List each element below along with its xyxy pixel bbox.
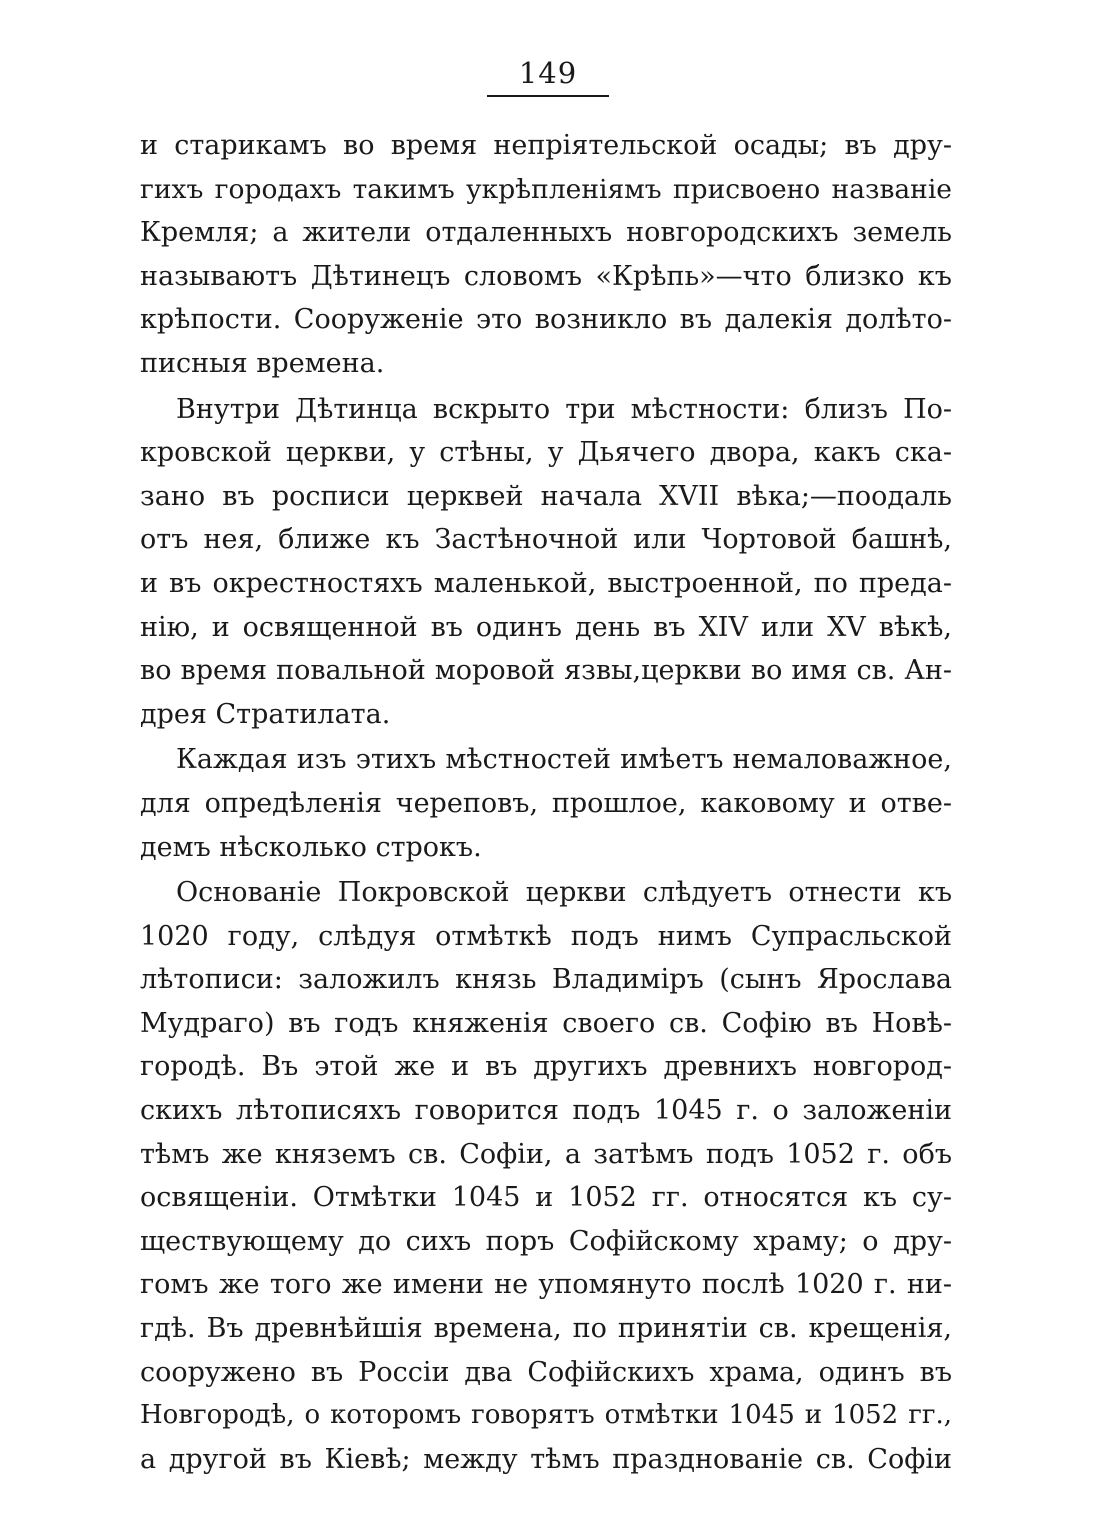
text-line: сооружено въ Россіи два Софійскихъ храма, одинъ въ — [140, 1356, 952, 1388]
text-line: освященіи. Отмѣтки 1045 и 1052 гг. относятся къ су- — [140, 1182, 952, 1214]
text-line: для опредѣленія череповъ, прошлое, каковому и отве- — [140, 787, 952, 819]
text-line: городѣ. Въ этой же и въ другихъ древнихъ новгород- — [140, 1051, 952, 1083]
text-line: писныя времена. — [140, 347, 385, 379]
text-line: скихъ лѣтописяхъ говорится подъ 1045 г. о заложеніи — [140, 1095, 952, 1127]
text-line: гдѣ. Въ древнѣйшія времена, по принятіи св. крещенія, — [140, 1313, 952, 1345]
text-line: 1020 году, слѣдуя отмѣткѣ подъ нимъ Супрасльской — [140, 920, 952, 952]
text-line: и въ окрестностяхъ маленькой, выстроенной, по преда- — [140, 567, 952, 599]
text-line: во время повальной моровой язвы,церкви во имя св. Ан- — [140, 655, 952, 687]
text-line: дрея Стратилата. — [140, 698, 391, 730]
paragraph — [140, 124, 952, 386]
text-line: Внутри Дѣтинца вскрыто три мѣстности: близъ По- — [176, 393, 952, 425]
text-line: Новгородѣ, о которомъ говорятъ отмѣтки 1045 и 1052 гг., — [140, 1400, 952, 1431]
text-line: гихъ городахъ такимъ укрѣпленіямъ присвоено названіе — [140, 173, 952, 205]
text-line: Кремля; а жители отдаленныхъ новгородскихъ земель — [140, 217, 952, 249]
text-line: Каждая изъ этихъ мѣстностей имѣетъ немаловажное, — [176, 744, 952, 776]
header-rule — [487, 95, 609, 97]
body-text — [140, 124, 952, 1481]
text-line: и старикамъ во время непріятельской осады; въ дру- — [140, 130, 952, 161]
paragraph — [140, 871, 952, 1481]
text-line: Мудраго) въ годъ княженія своего св. Софію въ Новѣ- — [140, 1007, 952, 1039]
paragraph — [140, 738, 952, 869]
text-line: отъ нея, ближе къ Застѣночной или Чортовой башнѣ, — [140, 524, 952, 556]
text-line: называютъ Дѣтинецъ словомъ «Крѣпь»—что близко къ — [140, 260, 952, 292]
text-line: кровской церкви, у стѣны, у Дьячего двора, какъ ска- — [140, 437, 952, 469]
text-line: демъ нѣсколько строкъ. — [140, 831, 482, 863]
text-line: лѣтописи: заложилъ князь Владиміръ (сынъ Ярослава — [140, 964, 952, 996]
text-line: крѣпости. Сооруженіе это возникло въ далекія долѣто- — [140, 304, 952, 336]
text-line: а другой въ Кіевѣ; между тѣмъ празднованіе св. Софіи — [140, 1443, 952, 1475]
text-line: Основаніе Покровской церкви слѣдуетъ отнести къ — [176, 877, 952, 909]
text-line: гомъ же того же имени не упомянуто послѣ 1020 г. ни- — [140, 1269, 952, 1301]
text-line: тѣмъ же княземъ св. Софіи, а затѣмъ подъ 1052 г. объ — [140, 1138, 952, 1170]
text-line: нію, и освященной въ одинъ день въ XIV или XV вѣкѣ, — [140, 611, 952, 643]
page-number: 149 — [518, 56, 578, 90]
text-line: зано въ росписи церквей начала XVII вѣка;—поодаль — [140, 480, 952, 512]
paragraph — [140, 388, 952, 737]
text-line: ществующему до сихъ поръ Софійскому храму; о дру- — [140, 1225, 952, 1257]
